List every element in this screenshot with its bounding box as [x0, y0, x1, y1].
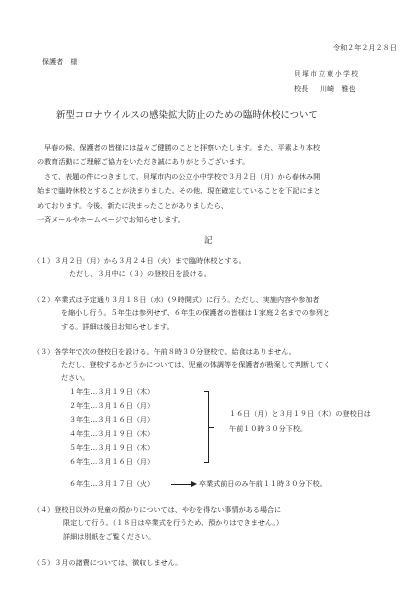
grade6-extra-note: 卒業式前日のみ午前１１時３０分下校。: [199, 479, 327, 488]
schedule-row: ２年生…３月１６日（月）: [69, 401, 155, 410]
schedule-note: １６日（月）と３月１９日（木）の登校日は: [229, 409, 371, 418]
document-title: 新型コロナウイルスの感染拡大防止のための臨時休校について: [56, 110, 318, 121]
intro-line: めております。今後、新たに決まったことがありましたら、: [37, 201, 228, 210]
item-2-line: を縮小し行う。５年生は参列せず、６年生の保護者の皆様は１家庭２名までの参列と: [61, 308, 330, 317]
schedule-note: 午前１０時３０分下校。: [229, 424, 308, 433]
item-3-line: （３）各学年で次の登校日を設ける。午前８時３０分登校で、給食はありません。: [33, 347, 296, 356]
item-5-line: （５）３月の諸費については、徴収しません。: [33, 558, 183, 567]
schedule-row: ５年生…３月１９日（木）: [69, 443, 155, 452]
ki-heading: 記: [204, 235, 213, 245]
intro-line: 一斉メールやホームページでお知らせします。: [37, 215, 185, 224]
principal-title: 校長: [294, 84, 309, 93]
item-3-line: ださい。: [61, 373, 90, 382]
grade6-extra-day: ６年生…３月１７日（火）: [69, 479, 155, 488]
schedule-row: ３年生…３月１６日（月）: [69, 415, 155, 424]
intro-line: の教育活動にご理解ご協力をいただき誠にありがとうございます。: [37, 157, 250, 166]
schedule-row: ４年生…３月１９日（木）: [69, 429, 155, 438]
item-3-line: ただし、登校するかどうかについては、児童の体調等を保護者が勘案して判断してく: [61, 360, 331, 369]
item-2-line: （２）卒業式は予定通り３月１８日（水）(９時開式）に行う。ただし、実施内容や参加者: [33, 295, 320, 304]
item-2-line: する。詳細は後日お知らせします。: [61, 322, 174, 331]
item-4-line: 詳細は別紙をご覧ください。: [63, 532, 156, 541]
intro-line: 始まで臨時休校とすることが決まりました。その他、現在確定していることを下記にまと: [37, 186, 321, 195]
item-1-line: ただし、３月中に（３）の登校日を設ける。: [69, 269, 211, 278]
intro-line: さて、表題の件につきまして、貝塚市内の公立小中学校で３月２日（月）から春休み開: [44, 172, 321, 181]
item-4-line: 限定して行う。（１８日は卒業式を行うため、預かりはできません。）: [63, 518, 284, 527]
school-name: 貝塚市立東小学校: [294, 70, 360, 78]
schedule-row: １年生…３月１９日（木）: [69, 387, 155, 396]
date: 令和２年２月２８日: [333, 43, 397, 52]
item-1-line: （１）３月２日（月）から３月２４日（火）まで臨時休校とする。: [33, 256, 246, 265]
item-4-line: （４）登校日以外の児童の預かりについては、やむを得ない事情がある場合に: [33, 505, 282, 514]
intro-line: 早春の候、保護者の皆様には益々ご健勝のことと拝察いたします。また、平素より本校: [44, 143, 321, 152]
schedule-row: ６年生…３月１６日（月）: [69, 457, 155, 466]
addressee: 保護者 様: [42, 57, 78, 66]
principal-name: 川崎 雅也: [320, 84, 356, 93]
